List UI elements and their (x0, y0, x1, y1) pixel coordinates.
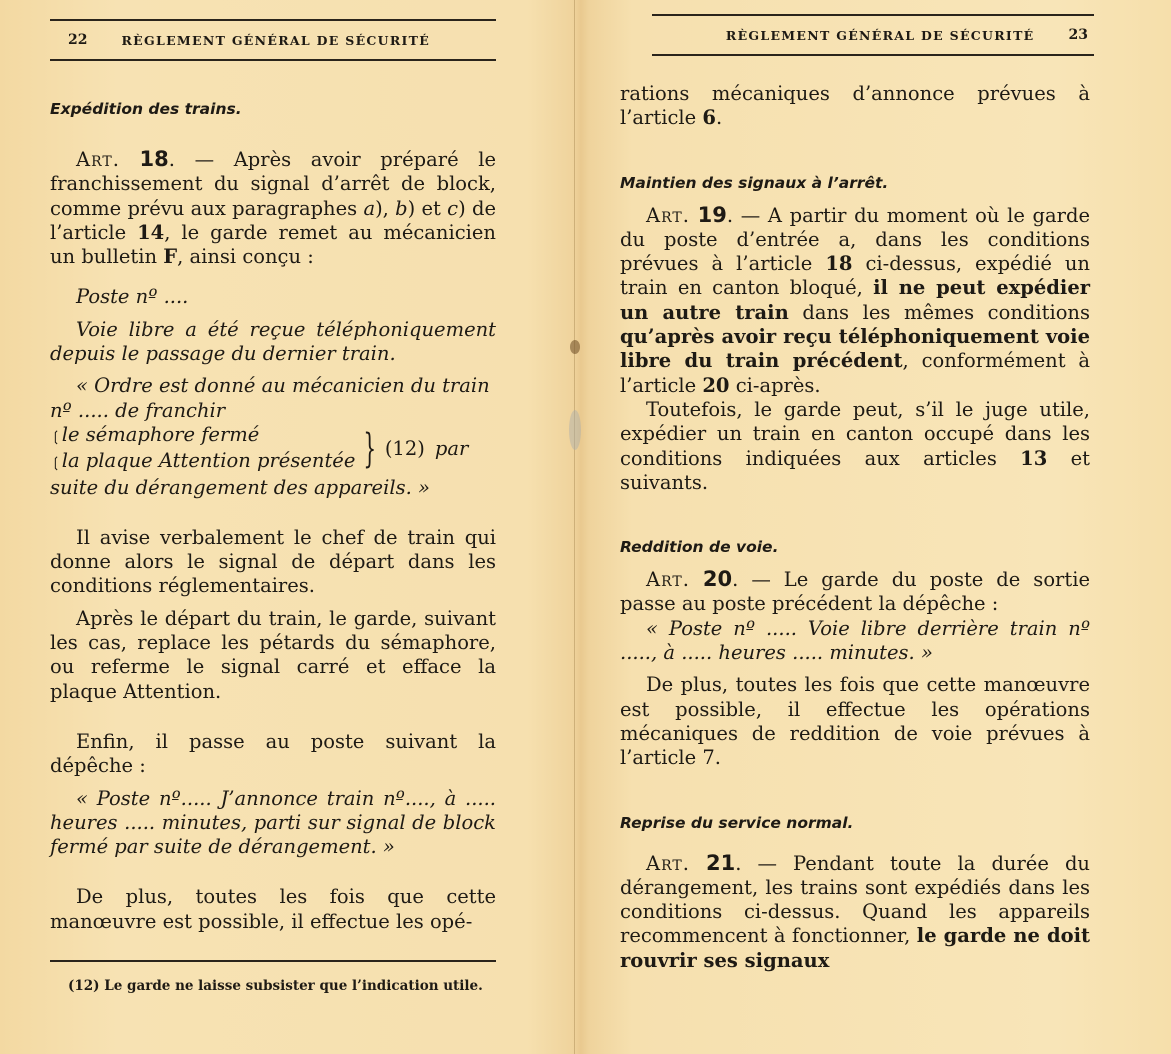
article-20-paragraph-2: De plus, toutes les fois que cette manœuvre est possible, il effectue les opérations mécaniques de reddition de voie prévues à l’article 7. (620, 673, 1090, 770)
article-20: Art. 20. — Le garde du poste de sortie passe au poste précédent la dépêche : (620, 567, 1090, 616)
depeche-annonce: « Poste nº..... J’annonce train nº...., à ..... heures ..... minutes, parti sur signal de block fermé par suite de dérangement. » (50, 786, 496, 859)
gutter-stain (569, 410, 581, 450)
bulletin-ordre: « Ordre est donné au mécanicien du train nº ..... de franchir (50, 374, 490, 422)
paragraph-de-plus: De plus, toutes les fois que cette manœuvre est possible, il effectue les opé- (50, 885, 496, 933)
section-title: Maintien des signaux à l’arrêt. (620, 173, 889, 192)
article-19-paragraph-2: Toutefois, le garde peut, s’il le juge utile, expédier un train en canton occupé dans les conditions indiquées aux articles 13 et suivants. (620, 397, 1090, 494)
option-plaque: ❲ la plaque Attention présentée (50, 449, 355, 475)
article-number: 19 (697, 202, 727, 227)
article-number: 21 (705, 850, 736, 875)
brace-icon: } (363, 426, 377, 473)
continuation-text: rations mécaniques d’annonce prévues à l’article 6. (620, 82, 1090, 130)
article-number: 18 (139, 147, 169, 171)
header-rule-bottom (652, 54, 1094, 56)
right-page (620, 0, 1090, 1054)
bulletin-voie-libre: Voie libre a été reçue téléphoniquement depuis le passage du dernier train. (50, 317, 496, 366)
bulletin-suite: suite du dérangement des appareils. » (50, 475, 430, 499)
right-page-header (652, 14, 1094, 56)
paragraph-enfin: Enfin, il passe au poste suivant la dépêche : (50, 729, 496, 778)
bulletin-options: ❲ le sémaphore fermé ❲ la plaque Attention présentée } (12) par (50, 423, 496, 476)
section-title: Expédition des trains. (50, 100, 242, 118)
left-page (50, 0, 496, 1054)
bulletin-poste: Poste nº .... (76, 285, 189, 309)
option-semaphore: ❲ le sémaphore fermé (50, 423, 355, 449)
running-head: RÈGLEMENT GÉNÉRAL DE SÉCURITÉ (121, 32, 431, 48)
header-rule-bottom (50, 59, 496, 61)
bulletin-F (50, 285, 496, 499)
article-19: Art. 19. — A partir du moment où le garde du poste d’entrée a, dans les conditions prévues à l’article 18 ci-dessus, expédié un train en canton bloqué, il ne peut expédier un autre train dans les mêmes conditions qu’après avoir reçu téléphoniquement voie libre du train précédent, conformément à l’article 20 ci-après. (620, 202, 1091, 397)
section-title: Reddition de voie. (620, 538, 779, 557)
book-gutter (574, 0, 575, 1054)
article-number: 20 (702, 567, 733, 592)
article-21: Art. 21. — Pendant toute la durée du dérangement, les trains sont expédiés dans les conditions ci-dessus. Quand les appareils recommencent à fonctionner, le garde ne doit rouvrir ses signaux (620, 850, 1090, 972)
gutter-stain (570, 340, 580, 354)
section-title: Reprise du service normal. (620, 813, 854, 832)
page-number: 23 (1068, 27, 1088, 43)
article-18: Art. 18. — Après avoir préparé le franchissement du signal d’arrêt de block, comme prévu aux paragraphes a), b) et c) de l’article 14, le garde remet au mécanicien un bulletin F, ainsi conçu : (50, 147, 497, 269)
right-page-content (620, 82, 1090, 973)
footnote-12: (12) Le garde ne laisse subsister que l’indication utile. (68, 978, 483, 994)
footnote-rule (50, 960, 496, 962)
depeche-voie-libre: « Poste nº ..... Voie libre derrière train nº ....., à ..... heures ..... minutes. » (620, 616, 1090, 665)
page-number: 22 (68, 32, 88, 48)
paragraph-apres: Après le départ du train, le garde, suivant les cas, replace les pétards du sémaphore, ou referme le signal carré et efface la plaque Attention. (50, 606, 496, 703)
left-page-header (50, 19, 496, 61)
footnote-ref: (12) (384, 437, 425, 461)
running-head: RÈGLEMENT GÉNÉRAL DE SÉCURITÉ (725, 27, 1035, 43)
paragraph-avise: Il avise verbalement le chef de train qui donne alors le signal de départ dans les conditions réglementaires. (50, 525, 496, 598)
left-page-content (50, 97, 496, 934)
